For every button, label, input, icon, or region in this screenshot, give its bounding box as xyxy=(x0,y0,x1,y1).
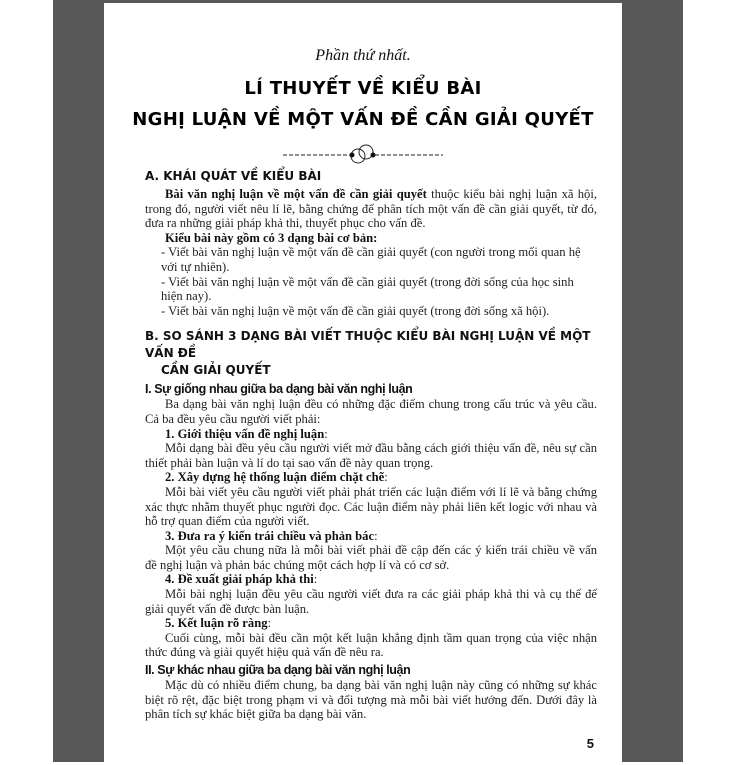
colon: : xyxy=(267,616,271,631)
colon: : xyxy=(313,572,318,587)
section-b-body xyxy=(145,382,597,721)
item-title: 2. Xây dựng hệ thống luận điểm chặt chẽ xyxy=(165,470,385,485)
item-title: 4. Đề xuất giải pháp khả thi xyxy=(165,572,314,587)
title-line-2: NGHỊ LUẬN VỀ MỘT VẤN ĐỀ CẦN GIẢI QUYẾT xyxy=(132,109,594,130)
section-a xyxy=(145,168,597,318)
item-title: 1. Giới thiệu vấn đề nghị luận xyxy=(165,426,325,441)
heading-line-1: B. SO SÁNH 3 DẠNG BÀI VIẾT THUỘC KIỂU BÀI NGHỊ LUẬN VỀ MỘT VẤN ĐỀ xyxy=(145,329,591,361)
intro-text: thuộc kiểu bài nghị luận xã hội, trong đó, người viết nêu lí lẽ, bằng chứng để phân tích một vấn đề cần giải quyết, từ đó, đưa ra những giải pháp khả thi, thuyết phục cho vấn đề. xyxy=(145,187,597,231)
list-item: - Viết bài văn nghị luận về một vấn đề cần giải quyết (trong đời sống xã hội). xyxy=(161,303,550,318)
numbered-item-text: Mỗi dạng bài đều yêu cầu người viết mở đầu bằng cách giới thiệu vấn đề, nêu sự cần thiết phải bàn luận và lí do tại sao vấn đề này quan trọng. xyxy=(145,441,597,470)
title-line-1: LÍ THUYẾT VỀ KIỂU BÀI xyxy=(244,78,482,99)
types-label: Kiểu bài này gồm có 3 dạng bài cơ bản: xyxy=(165,230,378,245)
part-label: Phần thứ nhất. xyxy=(315,47,411,64)
page-number: 5 xyxy=(586,735,594,751)
colon: : xyxy=(374,528,378,543)
colon: : xyxy=(384,470,388,485)
numbered-item-text: Cuối cùng, mỗi bài đều cần một kết luận khẳng định tầm quan trọng của việc nhận thức đúng và giải quyết hiệu quả vấn đề nêu ra. xyxy=(145,630,597,660)
numbered-item-title xyxy=(145,470,597,485)
part1-intro: Ba dạng bài văn nghị luận đều có những đặc điểm chung trong cấu trúc và yêu cầu. Cả ba đều yêu cầu người viết phải: xyxy=(145,397,597,426)
numbered-item-text: Mỗi bài nghị luận đều yêu cầu người viết đưa ra các giải pháp khả thi và cụ thể để giải quyết vấn đề được bàn luận. xyxy=(145,587,597,616)
list-item: - Viết bài văn nghị luận về một vấn đề cần giải quyết (trong đời sống của học sinh hiện nay). xyxy=(161,274,574,304)
numbered-item-title xyxy=(145,572,597,587)
section-a-intro xyxy=(145,187,597,231)
part1-heading: I. Sự giống nhau giữa ba dạng bài văn nghị luận xyxy=(145,382,413,397)
numbered-item-title xyxy=(145,529,597,544)
document-page xyxy=(104,3,622,765)
part2-intro: Mặc dù có nhiều điểm chung, ba dạng bài văn nghị luận này cũng có những sự khác biệt rõ rệt, đặc biệt trong phạm vi và đối tượng mà mỗi bài viết hướng đến. Dưới đây là phân tích sự khác biệt giữa ba dạng bài văn. xyxy=(145,678,597,722)
numbered-item-title xyxy=(145,427,597,442)
heading-line-2: CẦN GIẢI QUYẾT xyxy=(161,363,271,378)
list-item: - Viết bài văn nghị luận về một vấn đề cần giải quyết (con người trong mối quan hệ với tự nhiên). xyxy=(161,245,581,274)
item-title: 5. Kết luận rõ ràng xyxy=(165,616,268,631)
item-title: 3. Đưa ra ý kiến trái chiều và phản bác xyxy=(165,528,375,543)
numbered-item-title xyxy=(145,616,597,631)
numbered-item-text: Mỗi bài viết yêu cầu người viết phải phát triển các luận điểm với lí lẽ và bằng chứng xác thực nhằm thuyết phục người đọc. Các luận điểm này phải liên kết logic với nhau và hỗ trợ quan điểm của người viết. xyxy=(145,484,597,529)
section-b-heading xyxy=(145,328,597,379)
numbered-item-text: Một yêu cầu chung nữa là mỗi bài viết phải đề cập đến các ý kiến trái chiều về vấn đề nghị luận và phản bác chúng một cách hợp lí và có cơ sở. xyxy=(145,543,597,572)
intro-bold-term: Bài văn nghị luận về một vấn đề cần giải quyết xyxy=(165,187,427,201)
part2-heading: II. Sự khác nhau giữa ba dạng bài văn nghị luận xyxy=(145,663,411,678)
section-a-heading: A. KHÁI QUÁT VỀ KIỂU BÀI xyxy=(145,169,322,183)
page-content xyxy=(145,3,597,751)
colon: : xyxy=(324,426,328,441)
